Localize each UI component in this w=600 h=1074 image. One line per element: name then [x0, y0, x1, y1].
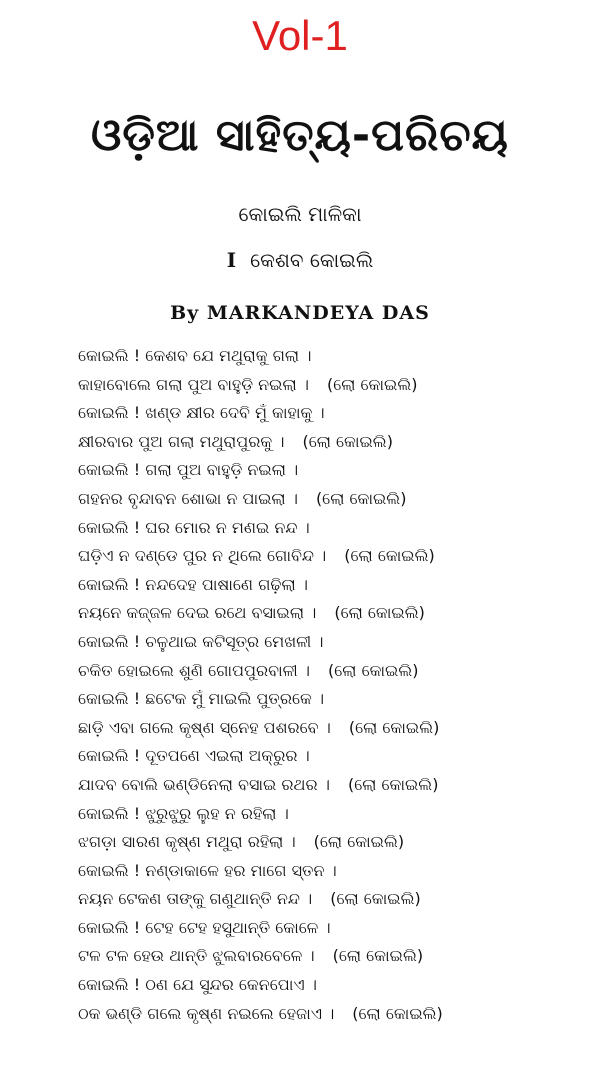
author-byline: By MARKANDEYA DAS [170, 302, 430, 324]
poem-line-refrain: (ଲୋ କୋଇଲି) [313, 832, 405, 852]
poem-line-text: ଟଳ ଟଳ ହେଉ ଥାନ୍ତି ଝୁଲବାରବେଳେ । [78, 946, 315, 966]
poem-line-text: କ୍ଷୀରବାର ପୁଅ ଗଲା ମଥୁରାପୁରକୁ । [78, 431, 285, 451]
book-title: ଓଡ଼ିଆ ସାହିତ୍ୟ-ପରିଚୟ [91, 110, 509, 161]
poem-line [78, 342, 578, 371]
poem-line-text: କୋଇଲି ! ଠଣ ଯେ ସୁନ୍ଦର କେନପୋଏ । [78, 975, 317, 995]
poem-line-refrain: (ଲୋ କୋଇଲି) [344, 546, 435, 566]
section-heading [0, 246, 600, 274]
poem-line [78, 1000, 578, 1029]
poem-line-text: କୋଇଲି ! ଦୂତପଣେ ଏଇଲା ଅକ୍ରୁର । [78, 746, 310, 766]
poem-line-refrain: (ଲୋ କୋଇଲି) [334, 603, 425, 623]
poem-line [78, 599, 578, 628]
poem-line [78, 542, 578, 571]
poem-line-refrain: (ଲୋ କୋଇଲି) [348, 717, 440, 737]
poem-line [78, 399, 578, 428]
poem-line-text: କୋଇଲି ! ନନ୍ଦଦେହ ପାଷାଣେ ଗଢ଼ିଲା । [78, 574, 308, 594]
poem-line-text: କୋଇଲି ! ଝୁରୁଝୁରୁ ଲୁହ ନ ରହିଲା । [78, 803, 289, 823]
poem-line [78, 971, 578, 1000]
poem-line-text: ଛାଡ଼ି ଏବା ଗଲେ କୃଷ୍ଣ ସ୍ନେହ ପଶରବେ । [78, 717, 331, 737]
poem-line-text: ଝଗଡ଼ା ସାରଣ କୃଷ୍ଣ ମଥୁରା ରହିଲା । [78, 832, 296, 852]
poem-line [78, 914, 578, 943]
poem-line-text: ଚକିତ ହୋଇଲେ ଶୁଣି ଗୋପପୁରବାଳୀ । [78, 660, 311, 680]
poem-line-refrain: (ଲୋ କୋଇଲି) [326, 374, 418, 394]
poem-line-text: କୋଇଲି ! ଘର ମୋର ନ ମଣଇ ନନ୍ଦ । [78, 517, 310, 537]
poem-line-refrain: (ଲୋ କୋଇଲି) [315, 488, 407, 508]
poem-line [78, 742, 578, 771]
poem-line [78, 571, 578, 600]
poem-line [78, 371, 578, 400]
poem-line-text: କୋଇଲି ! ଚଳୁଥାଇ କଟିସୂତ୍ର ମେଖଳୀ । [78, 631, 324, 651]
poem-line [78, 828, 578, 857]
poem-line-text: କୋଇଲି ! ଛଟେକ ମୁଁ ମାଇଲି ପୁତ୍ରକେ । [78, 689, 325, 709]
poem-line-text: ଯାଦବ ବୋଲି ଭଣ୍ଡିନେଲା ବସାଇ ରଥର । [78, 774, 330, 794]
poem-line-text: ଘଡ଼ିଏ ନ ଦଣ୍ଡେ ପୁର ନ ଥିଲେ ଗୋବିନ୍ଦ । [78, 546, 327, 566]
poem-line-refrain: (ଲୋ କୋଇଲି) [328, 660, 419, 680]
poem-line-refrain: (ଲୋ କୋଇଲି) [352, 1003, 443, 1023]
poem-line [78, 685, 578, 714]
poem-line [78, 800, 578, 829]
section-number: I [226, 248, 237, 272]
poem-line-text: କୋଇଲି ! ଖଣ୍ଡ କ୍ଷୀର ଦେବି ମୁଁ କାହାକୁ । [78, 403, 325, 423]
poem-line-text: ନୟନ ଟେକଣ ତାଙ୍କୁ ଗଣୁଥାନ୍ତି ନନ୍ଦ । [78, 889, 313, 909]
poem-line-refrain: (ଲୋ କୋଇଲି) [302, 431, 393, 451]
poem-line-text: କାହାବୋଲେ ଗଲା ପୁଅ ବାହୁଡ଼ି ନଇଲା । [78, 374, 309, 394]
poem-line-text: ଠକ ଭଣ୍ଡି ଗଲେ କୃଷ୍ଣ ନଇଲେ ହେଜାଏ । [78, 1003, 335, 1023]
poem-line [78, 514, 578, 543]
poem-line [78, 942, 578, 971]
poem-line [78, 428, 578, 457]
poem-lines [78, 342, 578, 1028]
poem-line-refrain: (ଲୋ କୋଇଲି) [330, 889, 421, 909]
section-title: କେଶବ କୋଇଲି [250, 248, 374, 272]
poem-line-text: କୋଇଲି ! କେଶବ ଯେ ମଥୁରାକୁ ଗଲା । [78, 346, 312, 365]
poem-line [78, 657, 578, 686]
poem-line-text: କୋଇଲି ! ଗଲା ପୁଅ ବାହୁଡ଼ି ନଇଲା । [78, 460, 299, 480]
poem-line [78, 771, 578, 800]
poem-line [78, 714, 578, 743]
poem-line-text: ନୟନେ କଜ୍ଜଳ ଦେଇ ରଥେ ବସାଇଲା । [78, 603, 317, 623]
book-subtitle: କୋଇଲି ମାଳିକା [238, 202, 362, 226]
poem-line-refrain: (ଲୋ କୋଇଲି) [332, 946, 424, 966]
poem-line-text: ଗହନର ବୃନ୍ଦାବନ ଶୋଭା ନ ପାଇଲା । [78, 488, 298, 508]
poem-line [78, 628, 578, 657]
poem-line [78, 485, 578, 514]
poem-line [78, 456, 578, 485]
poem-line-text: କୋଇଲି ! ଟେହ ଟେହ ହସୁଥାନ୍ତି କୋଳେ । [78, 917, 331, 937]
poem-line [78, 857, 578, 886]
poem-line-refrain: (ଲୋ କୋଇଲି) [347, 774, 439, 794]
volume-label: Vol-1 [252, 12, 348, 59]
poem-line [78, 885, 578, 914]
poem-line-text: କୋଇଲି ! ନଣ୍ଡାକାଳେ ହର ମାଗେ ସ୍ତନ । [78, 860, 337, 880]
